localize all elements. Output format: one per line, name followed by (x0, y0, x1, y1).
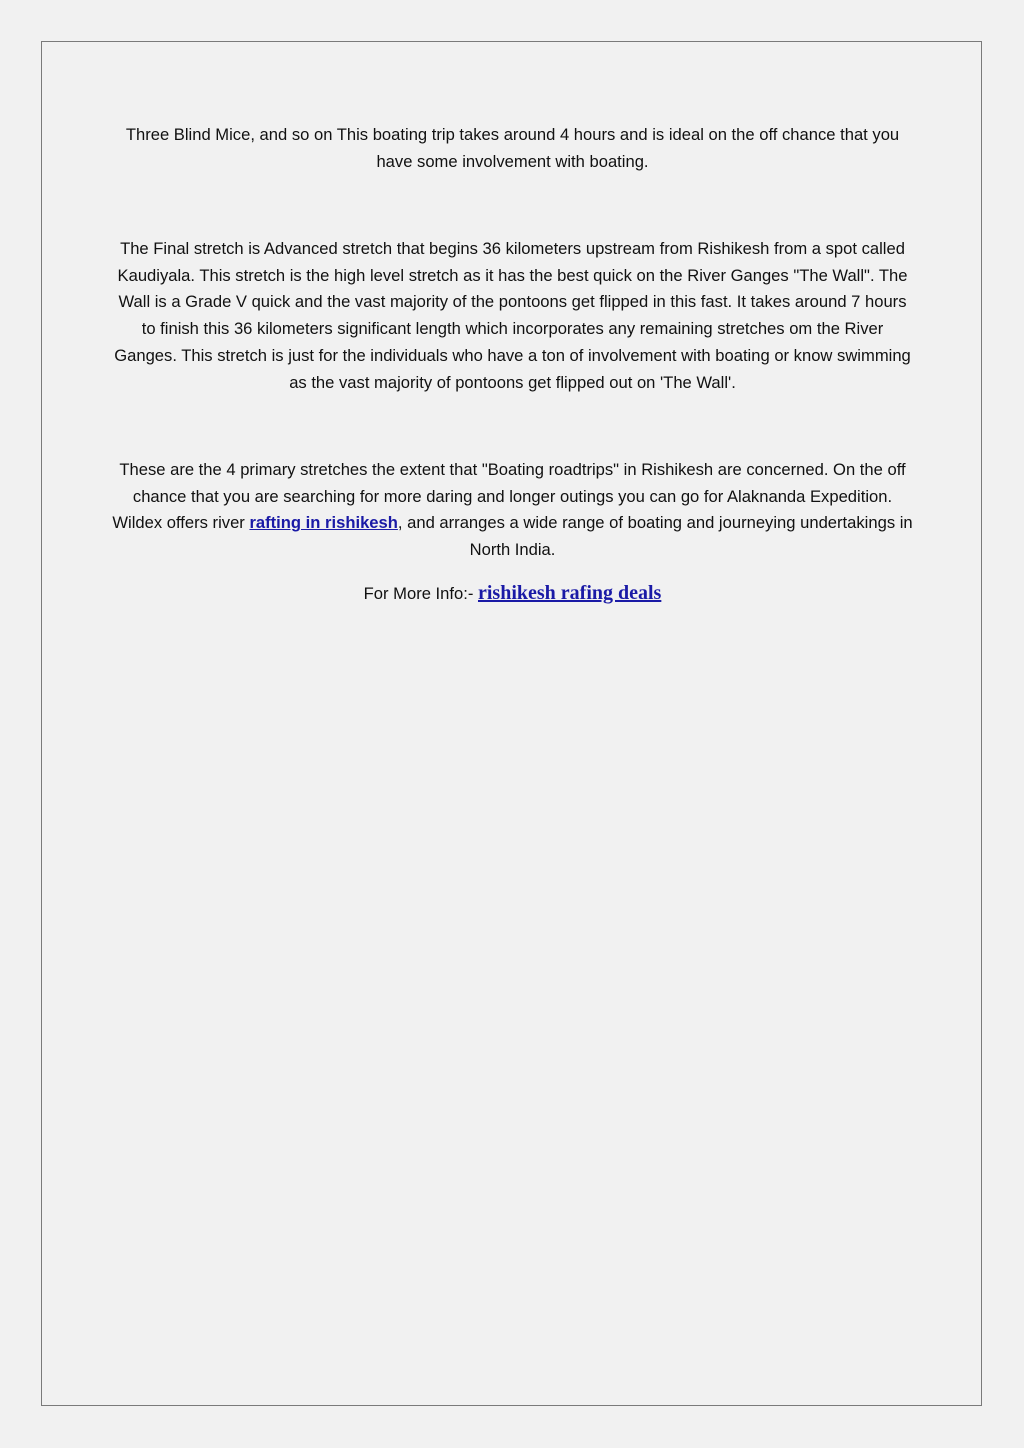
paragraph-boating-trip: Three Blind Mice, and so on This boating trip takes around 4 hours and is ideal on the off chance that you have some involvement with boating. (125, 125, 900, 171)
rishikesh-rafting-deals-link[interactable]: rishikesh rafing deals (477, 582, 662, 604)
more-info-label: For More Info:- (363, 584, 478, 603)
paragraph-text-after-link: , and arranges a wide range of boating and journeying undertakings in North India. (397, 513, 913, 560)
more-info-line (112, 580, 913, 608)
document-page (41, 41, 982, 1406)
rafting-in-rishikesh-link[interactable]: rafting in rishikesh (249, 513, 398, 533)
paragraph-primary-stretches (112, 457, 913, 564)
paragraph-final-stretch: The Final stretch is Advanced stretch that begins 36 kilometers upstream from Rishikesh from a spot called Kaudiyala. This stretch is the high level stretch as it has the best quick on the River Ganges "The Wall". The Wall is a Grade V quick and the vast majority of the pontoons get flipped in this fast. It takes around 7 hours to finish this 36 kilometers significant length which incorporates any remaining stretches om the River Ganges. This stretch is just for the individuals who have a ton of involvement with boating or know swimming as the vast majority of pontoons get flipped out on 'The Wall'. (114, 239, 911, 392)
paragraph-text-before-link: These are the 4 primary stretches the extent that "Boating roadtrips" in Rishikesh are concerned. On the off chance that you are searching for more daring and longer outings you can go for Alaknanda Expedition. Wildex offers river (112, 460, 906, 533)
